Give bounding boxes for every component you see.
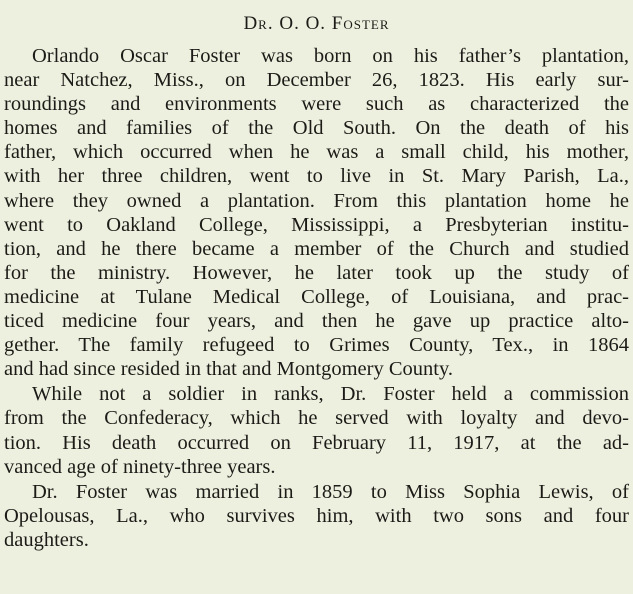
text-line: Orlando Oscar Foster was born on his father’s plantation, bbox=[32, 45, 629, 67]
text-line: homes and families of the Old South. On the death of his bbox=[4, 117, 629, 140]
text-line: daughters. bbox=[4, 528, 89, 551]
text-line: vanced age of ninety-three years. bbox=[4, 455, 276, 478]
text-line: tion, and he there became a member of the Church and studied bbox=[4, 237, 629, 260]
paragraph-commission bbox=[4, 382, 629, 478]
text-line: Dr. Foster was married in 1859 to Miss Sophia Lewis, of bbox=[32, 480, 629, 503]
article-title: Dr. O. O. Foster bbox=[243, 13, 390, 34]
text-line: near Natchez, Miss., on December 26, 1823. His early sur- bbox=[4, 69, 629, 92]
paragraph-biography bbox=[4, 44, 629, 381]
text-line: ticed medicine four years, and then he gave up practice alto- bbox=[4, 310, 629, 333]
text-line: with her three children, went to live in St. Mary Parish, La., bbox=[4, 165, 629, 188]
text-line: where they owned a plantation. From this plantation home he bbox=[4, 189, 629, 212]
text-line: from the Confederacy, which he served with loyalty and devo- bbox=[4, 407, 629, 430]
text-line: went to Oakland College, Mississippi, a Presbyterian institu- bbox=[4, 213, 629, 236]
text-line: While not a soldier in ranks, Dr. Foster held a commission bbox=[32, 383, 629, 406]
text-line: father, which occurred when he was a small child, his mother, bbox=[4, 141, 629, 164]
text-line: Opelousas, La., who survives him, with two sons and four bbox=[4, 504, 629, 527]
text-line: and had since resided in that and Montgomery County. bbox=[4, 358, 454, 381]
text-line: medicine at Tulane Medical College, of Louisiana, and prac- bbox=[4, 285, 629, 308]
text-line: for the ministry. However, he later took up the study of bbox=[4, 261, 629, 284]
text-line: gether. The family refugeed to Grimes County, Tex., in 1864 bbox=[4, 334, 629, 357]
text-line: tion. His death occurred on February 11, 1917, at the ad- bbox=[4, 431, 629, 454]
text-line: roundings and environments were such as characterized the bbox=[4, 93, 629, 116]
paragraph-marriage bbox=[4, 480, 629, 552]
